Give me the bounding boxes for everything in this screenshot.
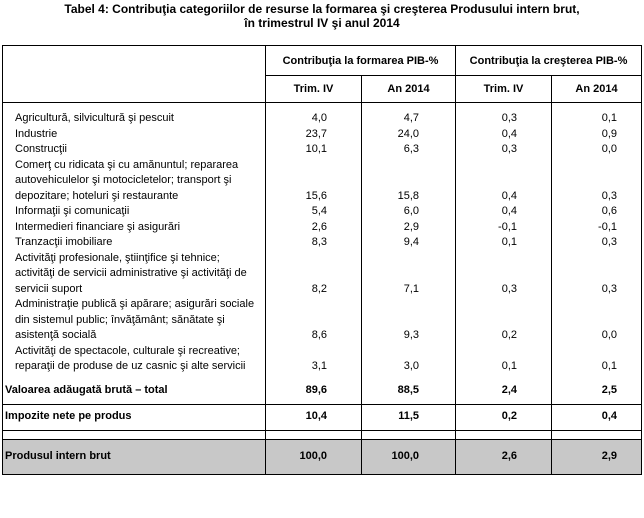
row-label: Administraţie publică şi apărare; asigurări sociale din sistemul public; învăţământ; sănătate şi asistenţă socială <box>3 297 266 344</box>
gdp-total-row <box>3 439 642 474</box>
cell-value: 9,4 <box>362 235 456 251</box>
row-label: Informaţii şi comunicaţii <box>3 204 266 220</box>
cell-value: 0,4 <box>456 127 552 143</box>
cell-value: 6,3 <box>362 142 456 158</box>
table-row <box>3 127 642 143</box>
row-label: Agricultură, silvicultură şi pescuit <box>3 111 266 127</box>
header-sub-col: An 2014 <box>552 76 642 103</box>
cell-value: 100,0 <box>266 439 362 474</box>
cell-value: 8,2 <box>266 251 362 298</box>
cell-value: 2,6 <box>266 220 362 236</box>
cell-value: 3,0 <box>362 344 456 379</box>
gdp-contribution-table <box>2 45 642 475</box>
header-group-formation: Contribuţia la formarea PIB-% <box>266 46 456 76</box>
cell-value: 0,2 <box>456 297 552 344</box>
cell-value: 0,4 <box>456 204 552 220</box>
row-label: Intermedieri financiare şi asigurări <box>3 220 266 236</box>
total-row <box>3 404 642 430</box>
table-row <box>3 142 642 158</box>
cell-value: 7,1 <box>362 251 456 298</box>
cell-value: 0,3 <box>552 158 642 205</box>
cell-value: 0,3 <box>456 111 552 127</box>
row-label: Construcţii <box>3 142 266 158</box>
header-sub-col: An 2014 <box>362 76 456 103</box>
table-row <box>3 158 642 205</box>
row-label: Tranzacţii imobiliare <box>3 235 266 251</box>
cell-value: 0,1 <box>552 111 642 127</box>
header-empty-cell <box>3 46 266 103</box>
cell-value: 2,9 <box>362 220 456 236</box>
total-row-label: Impozite nete pe produs <box>3 404 266 430</box>
total-row <box>3 379 642 405</box>
cell-value: 0,4 <box>456 158 552 205</box>
table-title <box>0 2 644 30</box>
cell-value: 0,0 <box>552 297 642 344</box>
table-title-line1: Tabel 4: Contribuţia categoriilor de resurse la formarea şi creşterea Produsului intern brut, <box>64 2 580 16</box>
cell-value: 0,3 <box>456 251 552 298</box>
cell-value: 11,5 <box>362 404 456 430</box>
header-group-growth: Contribuţia la creşterea PIB-% <box>456 46 642 76</box>
cell-value: 0,2 <box>456 404 552 430</box>
cell-value: -0,1 <box>456 220 552 236</box>
cell-value: 0,0 <box>552 142 642 158</box>
header-sub-col: Trim. IV <box>266 76 362 103</box>
cell-value: 100,0 <box>362 439 456 474</box>
cell-value: 2,6 <box>456 439 552 474</box>
cell-value: 0,3 <box>552 235 642 251</box>
table-row <box>3 235 642 251</box>
cell-value: 0,3 <box>552 251 642 298</box>
cell-value: 2,5 <box>552 379 642 405</box>
cell-value: 4,0 <box>266 111 362 127</box>
table-row <box>3 111 642 127</box>
cell-value: 8,3 <box>266 235 362 251</box>
cell-value: 3,1 <box>266 344 362 379</box>
cell-value: 0,1 <box>552 344 642 379</box>
cell-value: 15,8 <box>362 158 456 205</box>
cell-value: 10,1 <box>266 142 362 158</box>
cell-value: 88,5 <box>362 379 456 405</box>
cell-value: 2,4 <box>456 379 552 405</box>
table-row <box>3 220 642 236</box>
cell-value: 24,0 <box>362 127 456 143</box>
cell-value: 8,6 <box>266 297 362 344</box>
row-label: Comerţ cu ridicata şi cu amănuntul; repararea autovehiculelor şi motocicletelor; transport şi depozitare; hoteluri şi restaurante <box>3 158 266 205</box>
cell-value: 0,6 <box>552 204 642 220</box>
cell-value: 0,1 <box>456 235 552 251</box>
cell-value: 2,9 <box>552 439 642 474</box>
cell-value: 6,0 <box>362 204 456 220</box>
cell-value: 15,6 <box>266 158 362 205</box>
gdp-row-label: Produsul intern brut <box>3 439 266 474</box>
cell-value: 0,4 <box>552 404 642 430</box>
table-row <box>3 344 642 379</box>
cell-value: 89,6 <box>266 379 362 405</box>
cell-value: 0,3 <box>456 142 552 158</box>
row-label: Industrie <box>3 127 266 143</box>
row-label: Activităţi de spectacole, culturale şi recreative; reparaţii de produse de uz casnic şi alte servicii <box>3 344 266 379</box>
cell-value: 5,4 <box>266 204 362 220</box>
cell-value: 23,7 <box>266 127 362 143</box>
cell-value: 0,9 <box>552 127 642 143</box>
table-row <box>3 204 642 220</box>
total-row-label: Valoarea adăugată brută – total <box>3 379 266 405</box>
cell-value: 9,3 <box>362 297 456 344</box>
header-sub-col: Trim. IV <box>456 76 552 103</box>
cell-value: 0,1 <box>456 344 552 379</box>
cell-value: 10,4 <box>266 404 362 430</box>
table-title-line2: în trimestrul IV şi anul 2014 <box>244 16 400 30</box>
table-row <box>3 297 642 344</box>
table-row <box>3 251 642 298</box>
cell-value: -0,1 <box>552 220 642 236</box>
cell-value: 4,7 <box>362 111 456 127</box>
row-label: Activităţi profesionale, ştiinţifice şi tehnice; activităţi de servicii administrative şi activităţi de servicii suport <box>3 251 266 298</box>
